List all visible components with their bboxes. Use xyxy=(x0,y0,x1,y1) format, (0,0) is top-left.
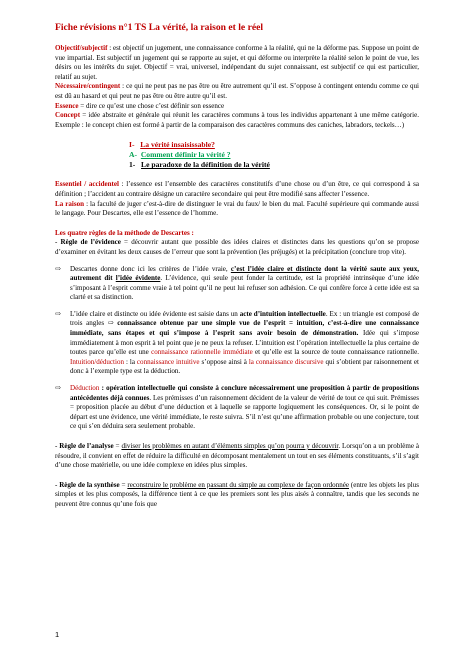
evidence-dash: - xyxy=(55,238,61,247)
evidence-rule xyxy=(55,238,419,257)
arrow-icon: ⇨ xyxy=(55,384,61,393)
text-objectif: : est objectif un jugement, une connaissance conforme à la réalité, qui ne la déforme pas. Suppose un point de vue impartial. Est subjectif un jugement qui se rapporte au sujet, et qui déforme ou interprète la réalité selon le point de vue, les désirs ou les intérêts du sujet. Objectif = vrai, universel, indépendant du sujet connaissant, est subjectif ce qui est particulier, relatif au sujet. xyxy=(55,44,419,81)
synthese-rule: - Règle de la synthèse = reconstruire le problème en passant du simple au complexe de façon ordonnée (entre les objets les plus simples et les plus composés, la différence tient à ce que les premiers sont les plus aisés à connaître, tandis que les seconds ne peuvent être connus qu’une fois que xyxy=(55,480,420,508)
bullet-text: L’idée claire et distincte ou idée évidente est saisie dans un acte d’intuition intellectuelle. Ex : un triangle est composé de trois angles ⇨ connaissance obtenue par une simple vue de l’esprit = intuition, c’est-à-dire une connaissance immédiate, sans étapes et qui s’impose à l’esprit sans avoir besoin de démonstration. Idée qui s’impose immédiatement à mon esprit à tel point que je ne peux la refuser. L’intuition est l’opération intellectuelle la plus certaine de toutes parce qu’elle est une connaissance rationnelle immédiate et qu’elle est la source de toute connaissance rationnelle. Intuition/déduction : la connaissance intuitive s’oppose ainsi à la connaissance discursive qui s’obtient par raisonnement et donc à l’exemple type est la déduction. xyxy=(70,309,420,376)
outline-item-1 xyxy=(129,140,419,150)
page-title: Fiche révisions n°1 TS La vérité, la raison et le réel xyxy=(55,22,264,33)
descartes-heading xyxy=(55,229,419,239)
term-raison: La raison xyxy=(55,199,85,208)
bullet-intuition xyxy=(55,310,419,377)
outline-marker-2: A- xyxy=(129,150,138,160)
definition-necessaire xyxy=(55,82,419,101)
definition-essence xyxy=(55,102,419,112)
outline-text-1: La vérité insaisissable? xyxy=(140,140,215,150)
term-concept: Concept xyxy=(55,111,81,120)
outline-item-3 xyxy=(129,160,419,170)
outline-text-2: Comment définir la vérité ? xyxy=(140,150,231,160)
outline-text-3: Le paradoxe de la définition de la vérité xyxy=(141,160,270,170)
term-objectif: Objectif/subjectif xyxy=(55,44,108,52)
evidence-text: = découvrir autant que possible des idées claires et distinctes dans les questions qu’on se propose d’examiner en évitant les deux causes de l’erreur que sont la prévention (les préjugés) et la précipitation (conclure trop vite). xyxy=(55,238,420,256)
evidence-term: Règle de l’évidence xyxy=(60,238,121,247)
raison-paragraph xyxy=(55,200,419,219)
bullet-text: Déduction : opération intellectuelle qui consiste à conclure nécessairement une proposition à partir de propositions antécédentes déjà connues. Les prémisses d’un raisonnement décident de la valeur de vérité de tout ce qui suit. Prémisses = proposition placée au début d’une déduction et à laquelle se rapporte logiquement les conséquences. Or, si le point de départ est une évidence, une vérité immédiate, le reste suivra. S’il n’est qu’une affirmation probable ou une conjecture, tout ce qui s’en déduira sera seulement probable. xyxy=(70,384,419,431)
analyse-rule: - Règle de l’analyse = diviser les problèmes en autant d’éléments simples qu’on pourra y découvrir. Lorsqu’on a un problème à résoudre, il convient en effet de réduire la difficulté en décomposant mentalement un tout en ses éléments constituants, s’il s’agit d’une chose matérielle, ou une idée complexe en idées plus simples. xyxy=(55,442,419,470)
arrow-icon: ⇨ xyxy=(55,264,61,273)
document-page xyxy=(55,22,419,510)
definitions-section xyxy=(55,44,419,130)
definition-objectif xyxy=(55,44,419,82)
term-essentiel: Essentiel / accidentel xyxy=(55,180,119,189)
text-essence: = dire ce qu’est une chose c’est définir son essence xyxy=(78,101,225,110)
outline-marker-3: 1- xyxy=(129,160,136,170)
descartes-heading-text: Les quatre règles de la méthode de Descartes : xyxy=(55,228,194,237)
term-essence: Essence xyxy=(55,101,79,110)
outline-marker-1: I- xyxy=(129,140,135,150)
bullet-deduction xyxy=(55,384,419,432)
page-number: 1 xyxy=(55,630,60,639)
text-concept: = idée abstraite et générale qui réunit les caractères communs à tous les individus appartenant à une même catégorie. Exemple : le concept chien est formé à partir de la comparaison des caractères communs des caniches, labradors, teckels…) xyxy=(55,111,419,129)
term-necessaire: Nécessaire/contingent xyxy=(55,82,121,91)
text-essentiel: : l’essence est l’ensemble des caractères constitutifs d’une chose ou d’un être, ce qui correspond à sa définition ; l’accident au contraire désigne un caractère secondaire qui peut être modifié sans affecter l’essence. xyxy=(55,180,419,198)
arrow-icon: ⇨ xyxy=(55,309,61,318)
text-raison: : la faculté de juger c’est-à-dire de distinguer le vrai du faux/ le bien du mal. Faculté supérieure qui commande aussi le langage. Pour Descartes, elle est l’essence de l’homme. xyxy=(55,199,419,218)
bullet-idee-vraie xyxy=(55,265,419,303)
definition-concept xyxy=(55,111,419,130)
text-necessaire: : ce qui ne peut pas ne pas être ou être autrement qu’il est. S’oppose à contingent entendu comme ce qui est dû au hasard et qui peut ne pas être ou être autre qu’il est. xyxy=(55,82,419,100)
outline-list xyxy=(129,140,419,170)
outline-item-2 xyxy=(129,150,419,160)
bullet-text: Descartes donne donc ici les critères de l’idée vraie, c’est l’idée claire et distincte dont la vérité saute aux yeux, autrement dit l’idée évidente. L’évidence, qui seule peut fonder la certitude, est la propriété intrinsèque d’une idée s’imposant à l’esprit comme vraie à tel point qu’il ne peut lui refuser son adhésion. Ce qui confère force à cette idée est sa clarté et sa distinction. xyxy=(70,264,420,302)
essentiel-paragraph xyxy=(55,180,419,199)
